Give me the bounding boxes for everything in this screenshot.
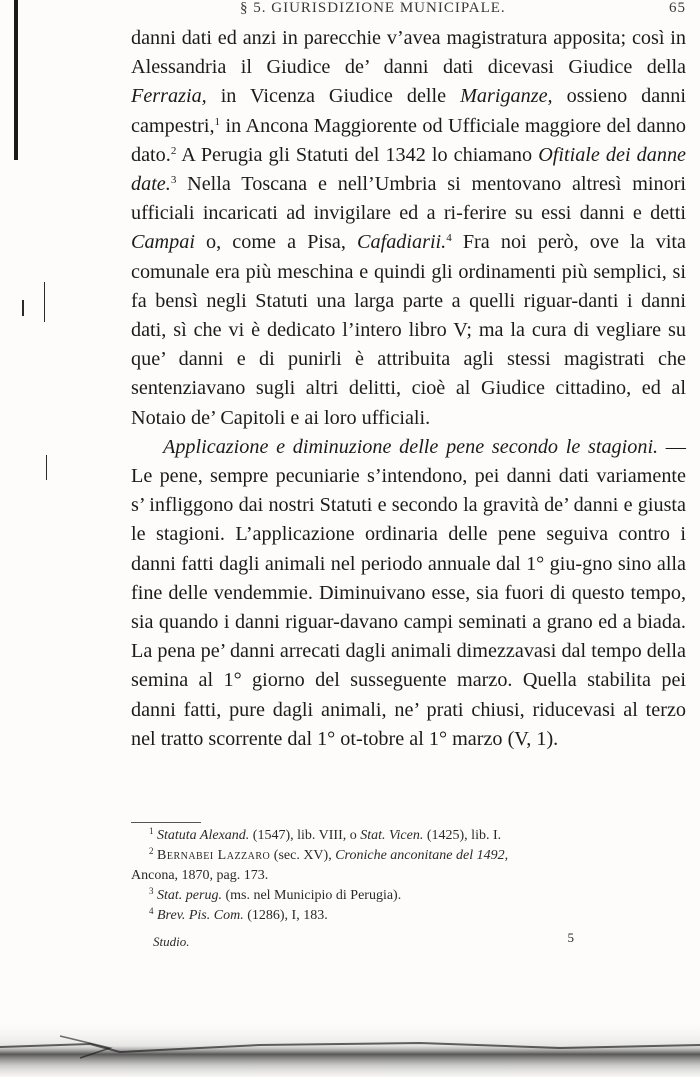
footnote: $^2$ Bernabei Lazzaro (sec. XV), Croniche anconitane del 1492, (149, 846, 509, 863)
footnote-rule (131, 822, 201, 823)
footnote: $^3$ Stat. perug. (ms. nel Municipio di Perugia). (149, 886, 402, 903)
footnote-ref[interactable]: 2 (170, 144, 177, 157)
footnotes (131, 826, 687, 926)
margin-mark (46, 455, 47, 480)
footnote-ref[interactable]: 1 (214, 115, 221, 128)
footnote-ref[interactable]: 3 (170, 174, 177, 187)
scan-shadow (0, 1000, 700, 1077)
margin-mark (22, 300, 24, 316)
signature-label: Studio. (153, 934, 190, 949)
main-text (131, 24, 686, 754)
footnote: $^4$ Brev. Pis. Com. (1286), I, 183. (149, 906, 328, 923)
page-number: 65 (669, 0, 686, 16)
section-heading: Applicazione e diminuzione delle pene secondo le (163, 435, 581, 458)
binding-edge (14, 0, 18, 160)
signature-number: 5 (567, 930, 574, 945)
paragraph: Applicazione e diminuzione delle pene secondo le stagioni. — Le pene, sempre pecuniarie s’intendono, pei danni dati variamente s’ infliggono dai nostri Statuti e secondo la gravità de’ danni e giusta le stagioni. L’applicazione ordinaria delle pene seguiva contro i danni fatti dagli animali nel periodo annuale dal 1° giu-gno sino alla fine delle vendemmie. Diminuivano esse, sia fuori di questo tempo, sia quando i danni riguar-davano campi seminati a grano ed a biada. La pena pe’ danni arrecati dagli animali dimezzavasi dal tempo della semina al 1° giorno del susseguente marzo. Quella stabilita pei danni fatti, pure dagli animali, ne’ prati chiusi, riducevasi al terzo nel tratto scorrente dal 1° ot-tobre al 1° marzo (V, 1). (131, 435, 687, 750)
paragraph: danni dati ed anzi in parecchie v’avea magistratura apposita; così in Alessandria il Giudice de’ danni dati dicevasi Giudice della Ferrazia, in Vicenza Giudice delle Mariganze, ossieno danni campestri,$^1$ in Ancona Maggiorente od Ufficiale maggiore del danno dato.$^2$ A Perugia gli Statuti del 1342 lo chiamano Ofitiale dei danne date.$^3$ Nella Toscana e nell’Umbria si mentovano altresì minori ufficiali incaricati ad invigilare ed a ri-ferire su essi danni e detti Campai o, come a Pisa, Cafadiarii.$^4$ Fra noi però, ove la vita comunale era più meschina e quindi gli ordinamenti più semplici, si fa bensì negli Statuti una larga parte a quelli riguar-danti i danni dati, sì che vi è dedicato l’intero libro V; ma la cura di vegliare su que’ danni e di punirli è attribuita agli stessi magistrati che sentenziavano sugli altri delitti, cioè al Giudice cittadino, ed al Notaio de’ Capitoli e ai loro ufficiali. (131, 27, 687, 429)
section-heading: stagioni. (588, 435, 659, 458)
footnote: $^1$ Statuta Alexand. (1547), lib. VIII, o Stat. Vicen. (1425), lib. I. (149, 826, 502, 843)
footnote-ref[interactable]: 4 (446, 232, 452, 245)
margin-mark (44, 282, 45, 322)
running-header (130, 0, 686, 22)
running-title: § 5. GIURISDIZIONE MUNICIPALE. (240, 0, 506, 16)
footnote-continuation: Ancona, 1870, pag. 173. (131, 868, 269, 883)
